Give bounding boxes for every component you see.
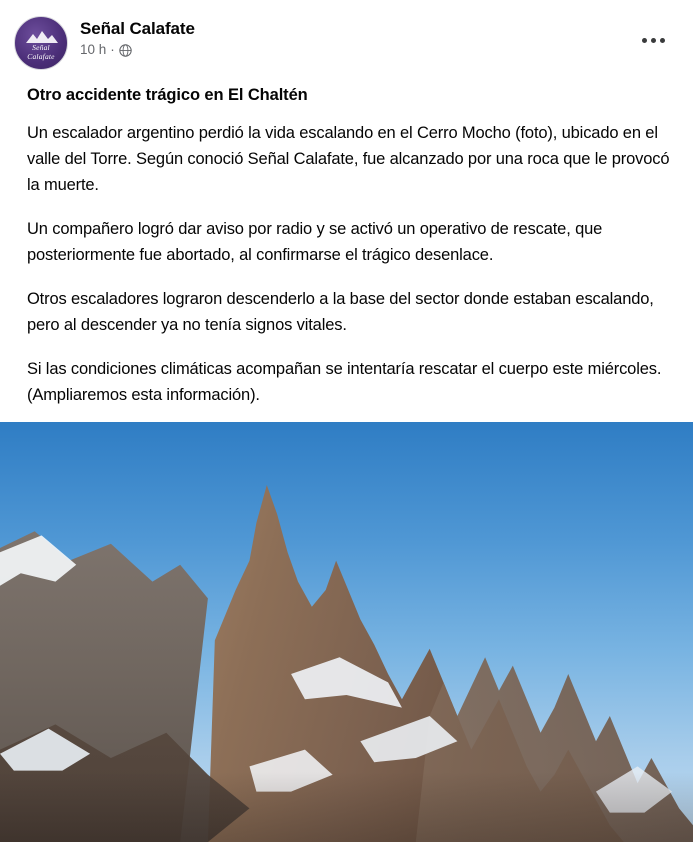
post-photo[interactable] [0, 422, 693, 842]
post-header [0, 0, 693, 70]
ellipsis-dot [660, 38, 665, 43]
post-paragraph: Otros escaladores lograron descenderlo a la base del sector donde estaban escalando, pero al descender ya no tenía signos vitales. [27, 290, 654, 334]
post-headline: Otro accidente trágico en El Chaltén [27, 86, 308, 104]
avatar[interactable] [14, 16, 68, 70]
post-timestamp[interactable]: 10 h [80, 42, 107, 57]
post-more-options-button[interactable] [637, 30, 669, 50]
avatar-label-line1: Señal [32, 43, 50, 52]
avatar-label-line2: Calafate [27, 52, 55, 61]
ellipsis-dot [642, 38, 647, 43]
post-header-texts [80, 16, 195, 58]
globe-icon[interactable] [119, 44, 132, 57]
page-name[interactable]: Señal Calafate [80, 19, 195, 38]
mountain-logo-icon [24, 30, 60, 43]
post-meta [80, 42, 195, 58]
post-paragraph: Un escalador argentino perdió la vida escalando en el Cerro Mocho (foto), ubicado en el valle del Torre. Según conoció Señal Calafate, fue alcanzado por una roca que le provocó la muerte. [27, 124, 670, 194]
post-body [0, 70, 693, 408]
avatar-label [15, 43, 67, 61]
ellipsis-dot [651, 38, 656, 43]
meta-separator: · [110, 42, 115, 57]
post-paragraph: Un compañero logró dar aviso por radio y se activó un operativo de rescate, que posteriormente fue abortado, al confirmarse el trágico desenlace. [27, 220, 603, 264]
post-paragraph: Si las condiciones climáticas acompañan se intentaría rescatar el cuerpo este miércoles. (Ampliaremos esta información). [27, 360, 662, 404]
photo-shadow-overlay [0, 772, 693, 842]
